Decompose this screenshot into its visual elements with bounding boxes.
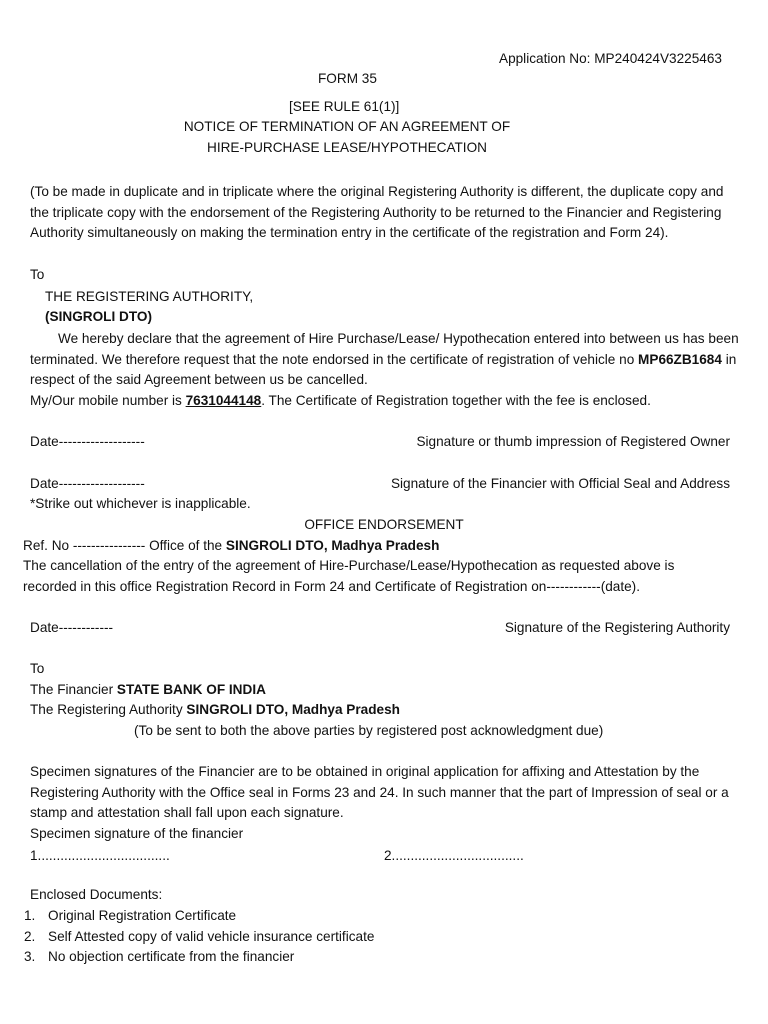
- financier-date: Date-------------------: [30, 476, 145, 491]
- financier-line: The Financier STATE BANK OF INDIA: [30, 682, 266, 697]
- rule-reference: [SEE RULE 61(1)]: [289, 99, 400, 114]
- dispatch-note: (To be sent to both the above parties by registered post acknowledgment due): [134, 723, 604, 738]
- authority-signature-label: Signature of the Registering Authority: [504, 620, 730, 635]
- mobile-line: My/Our mobile number is 7631044148. The Certificate of Registration together with the fee is enclosed.: [30, 393, 651, 408]
- owner-signature-label: Signature or thumb impression of Registered Owner: [416, 434, 730, 449]
- specimen-signature-1: 1...................................: [30, 848, 170, 863]
- enclosed-documents-list: [24, 906, 374, 968]
- specimen-signature-2: 2...................................: [384, 848, 524, 863]
- document-title-line1: NOTICE OF TERMINATION OF AN AGREEMENT OF: [183, 119, 511, 134]
- declaration-paragraph: We hereby declare that the agreement of Hire Purchase/Lease/ Hypothecation entered into between us has been terminated. We therefore request that the note endorsed in the certificate of registration of vehicle no MP66ZB1684 in respect of the said Agreement between us be cancelled.: [30, 331, 739, 388]
- list-item: 3. No objection certificate from the financier: [24, 949, 295, 965]
- authority-office: (SINGROLI DTO): [45, 309, 152, 324]
- strike-note: *Strike out whichever is inapplicable.: [30, 496, 251, 511]
- form-number: FORM 35: [318, 71, 377, 86]
- endorsement-text: The cancellation of the entry of the agreement of Hire-Purchase/Lease/Hypothecation as requested above is recorded in this office Registration Record in Form 24 and Certificate of Registration on------------(date).: [23, 558, 675, 594]
- specimen-label: Specimen signature of the financier: [30, 826, 244, 841]
- owner-date: Date-------------------: [30, 434, 145, 449]
- ref-office: SINGROLI DTO, Madhya Pradesh: [225, 538, 440, 553]
- endorsement-date: Date------------: [30, 620, 114, 635]
- ref-line: Ref. No ---------------- Office of the SINGROLI DTO, Madhya Pradesh: [23, 538, 440, 553]
- vehicle-number: MP66ZB1684: [638, 351, 722, 367]
- office-endorsement-heading: OFFICE ENDORSEMENT: [304, 517, 464, 532]
- mobile-number: 7631044148: [185, 393, 262, 408]
- application-number-value: MP240424V3225463: [594, 51, 722, 66]
- list-item: 1. Original Registration Certificate: [24, 908, 237, 923]
- document-title-line2: HIRE-PURCHASE LEASE/HYPOTHECATION: [207, 140, 487, 155]
- financier-signature-label: Signature of the Financier with Official Seal and Address: [390, 476, 730, 491]
- financier-name: STATE BANK OF INDIA: [116, 682, 266, 697]
- application-number: Application No: MP240424V3225463: [499, 51, 722, 66]
- authority-name: THE REGISTERING AUTHORITY,: [45, 289, 254, 304]
- list-item: 2. Self Attested copy of valid vehicle insurance certificate: [24, 928, 375, 944]
- registering-authority-name: SINGROLI DTO, Madhya Pradesh: [186, 702, 400, 717]
- recipients-to: To: [30, 661, 45, 676]
- registering-authority-line: The Registering Authority SINGROLI DTO, Madhya Pradesh: [30, 702, 400, 717]
- enclosed-heading: Enclosed Documents:: [30, 887, 163, 902]
- specimen-paragraph: Specimen signatures of the Financier are to be obtained in original application for affixing and Attestation by the Registering Authority with the Office seal in Forms 23 and 24. In such manner that the part of Impression of seal or a stamp and attestation shall fall upon each signature.: [30, 764, 729, 821]
- to-label: To: [30, 267, 45, 282]
- intro-paragraph: (To be made in duplicate and in triplicate where the original Registering Authority is different, the duplicate copy and the triplicate copy with the endorsement of the Registering Authority to be returned to the Financier and Registering Authority simultaneously on making the termination entry in the certificate of the registration and Form 24).: [30, 184, 724, 241]
